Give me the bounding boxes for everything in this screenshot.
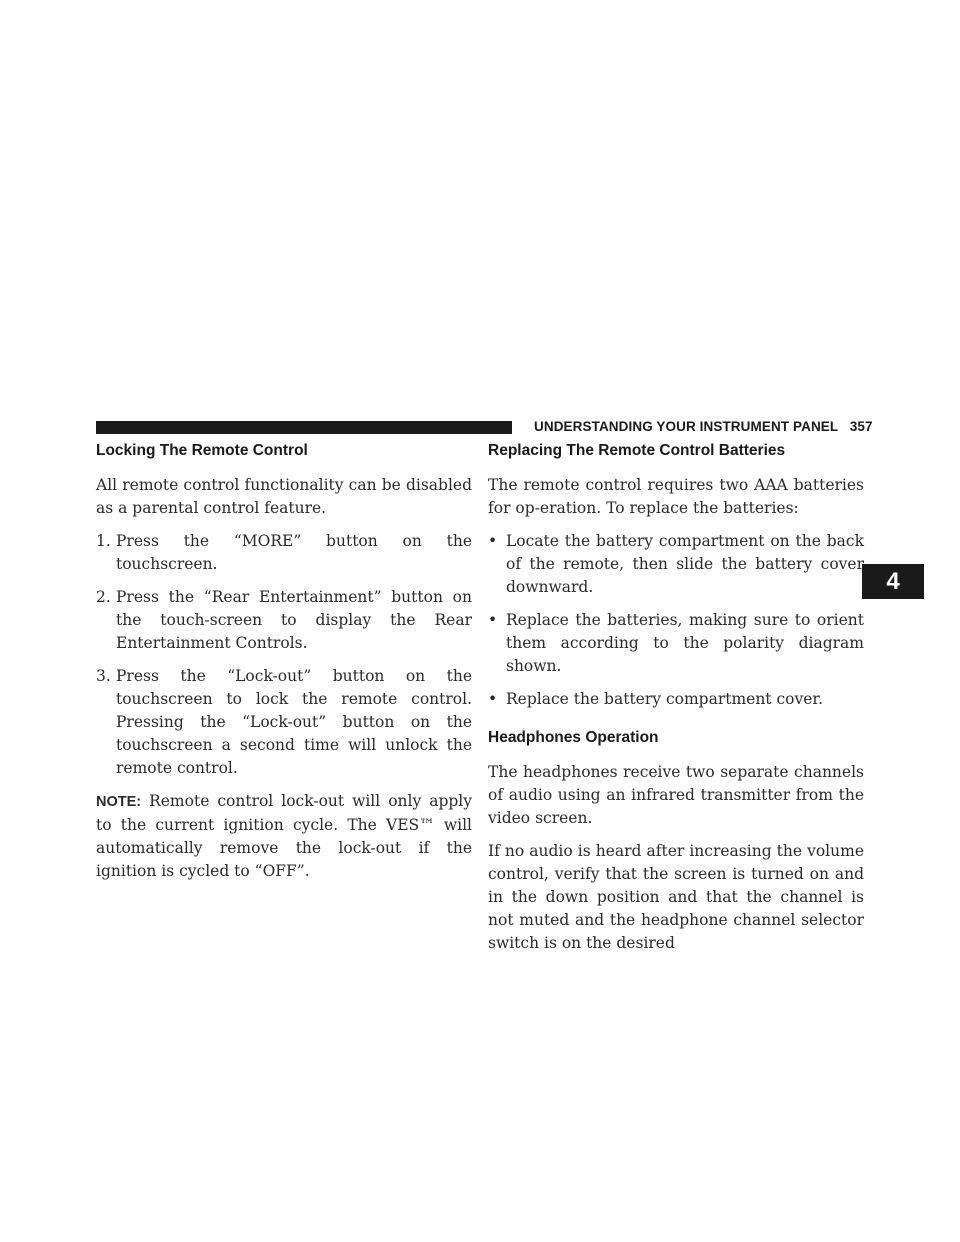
batteries-heading: Replacing The Remote Control Batteries bbox=[488, 442, 786, 459]
headphones-para-2: If no audio is heard after increasing the volume control, verify that the screen is turned on and in the down position and that the channel is not muted and the headphone channel selector switch is on the desired bbox=[488, 842, 864, 952]
bullet-icon: • bbox=[488, 690, 498, 708]
locking-intro: All remote control functionality can be disabled as a parental control feature. bbox=[96, 476, 472, 517]
locking-heading: Locking The Remote Control bbox=[96, 442, 308, 459]
section-title: UNDERSTANDING YOUR INSTRUMENT PANEL bbox=[534, 419, 839, 434]
step-item: 3. Press the “Lock-out” button on the touchscreen to lock the remote control. Pressing the “Lock-out” button on the touchscreen a second time will unlock the remote control. bbox=[96, 667, 472, 777]
bullet-icon: • bbox=[488, 611, 498, 629]
bullet-icon: • bbox=[488, 532, 498, 550]
headphones-para-1: The headphones receive two separate channels of audio using an infrared transmitter from the video screen. bbox=[488, 763, 864, 827]
list-item: • Replace the battery compartment cover. bbox=[488, 688, 864, 711]
list-item: • Replace the batteries, making sure to orient them according to the polarity diagram shown. bbox=[488, 611, 864, 675]
running-header bbox=[534, 419, 873, 434]
chapter-tab: 4 bbox=[862, 564, 924, 599]
right-column bbox=[488, 440, 864, 965]
note-label: NOTE: bbox=[96, 794, 142, 810]
note-text: Remote control lock-out will only apply to the current ignition cycle. The VES™ will automatically remove the lock-out if the ignition is cycled to “OFF”. bbox=[96, 792, 472, 880]
step-item: 2. Press the “Rear Entertainment” button on the touch-screen to display the Rear Entertainment Controls. bbox=[96, 588, 472, 652]
headphones-heading: Headphones Operation bbox=[488, 729, 659, 746]
page-number: 357 bbox=[849, 419, 873, 434]
header-bar bbox=[96, 421, 512, 434]
list-item: • Locate the battery compartment on the back of the remote, then slide the battery cover downward. bbox=[488, 532, 864, 596]
step-item: 1. Press the “MORE” button on the touchscreen. bbox=[96, 532, 472, 573]
note-paragraph bbox=[96, 790, 472, 883]
batteries-intro: The remote control requires two AAA batteries for op-eration. To replace the batteries: bbox=[488, 476, 864, 517]
left-column bbox=[96, 440, 472, 893]
